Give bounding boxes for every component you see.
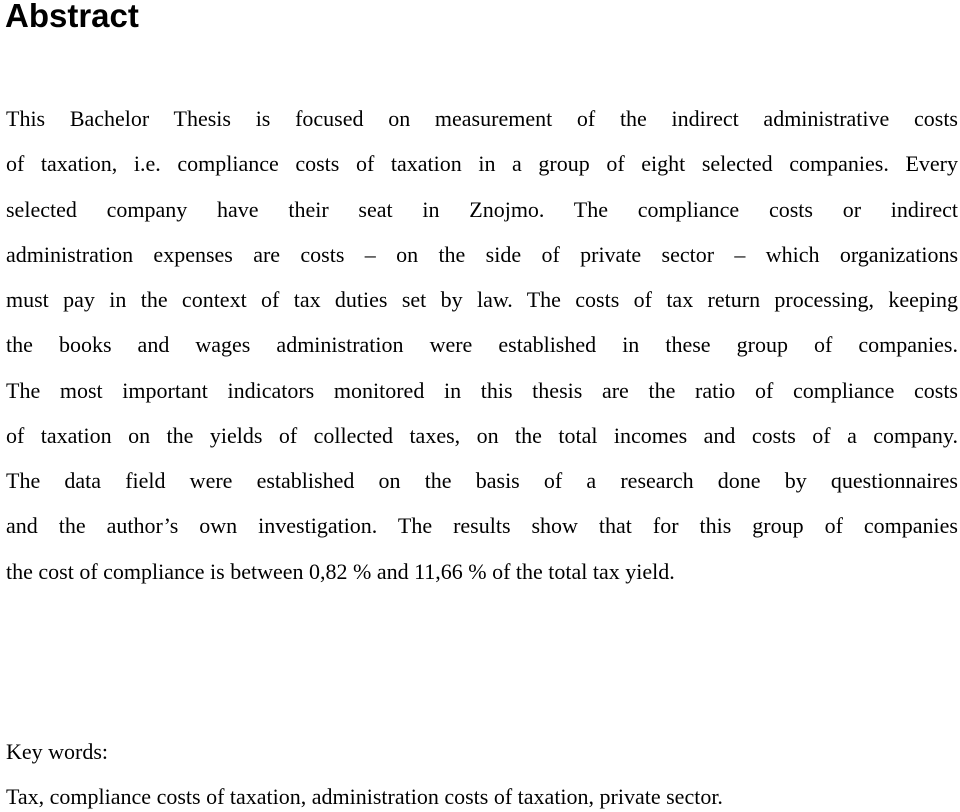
abstract-line: administration expenses are costs – on the side of private sector – which organizations bbox=[6, 242, 958, 267]
abstract-line: must pay in the context of tax duties set by law. The costs of tax return processing, keeping bbox=[6, 287, 958, 312]
abstract-line: selected company have their seat in Znojmo. The compliance costs or indirect bbox=[6, 197, 958, 222]
abstract-line: the books and wages administration were established in these group of companies. bbox=[6, 332, 958, 357]
abstract-line: and the author’s own investigation. The results show that for this group of companies bbox=[6, 513, 958, 538]
abstract-line: The data field were established on the basis of a research done by questionnaires bbox=[6, 468, 958, 493]
abstract-line: This Bachelor Thesis is focused on measurement of the indirect administrative costs bbox=[6, 106, 958, 131]
abstract-line: The most important indicators monitored in this thesis are the ratio of compliance costs bbox=[6, 378, 958, 403]
page-title: Abstract bbox=[5, 0, 139, 34]
abstract-line: the cost of compliance is between 0,82 % and 11,66 % of the total tax yield. bbox=[6, 559, 675, 584]
abstract-line: of taxation on the yields of collected taxes, on the total incomes and costs of a company. bbox=[6, 423, 958, 448]
keywords-text: Tax, compliance costs of taxation, administration costs of taxation, private sector. bbox=[6, 784, 723, 809]
abstract-line: of taxation, i.e. compliance costs of taxation in a group of eight selected companies. Every bbox=[6, 151, 958, 176]
keywords-label: Key words: bbox=[6, 739, 109, 764]
